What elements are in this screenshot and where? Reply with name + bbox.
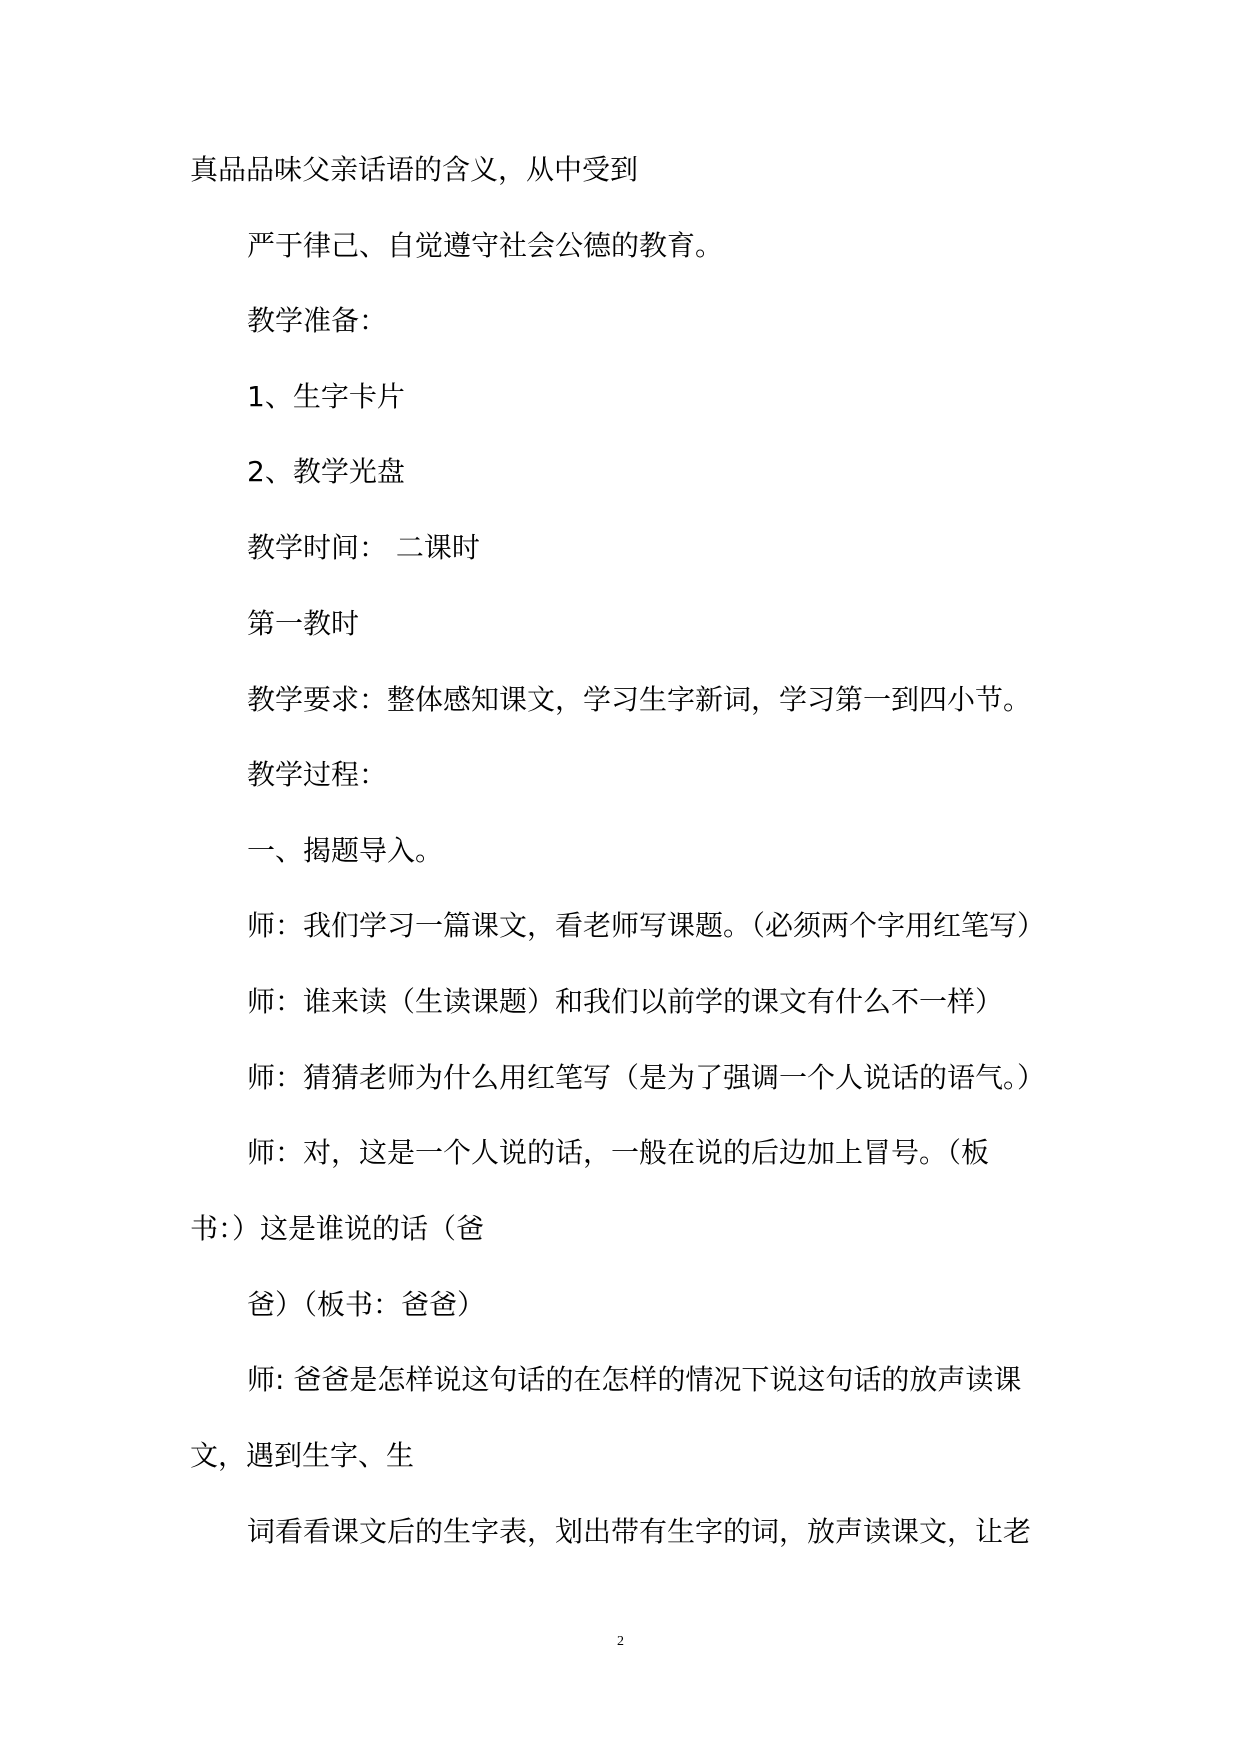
text-line: 文，遇到生字、生 bbox=[190, 1439, 415, 1472]
text-line: 师: 爸爸是怎样说这句话的在怎样的情况下说这句话的放声读课 bbox=[247, 1363, 1022, 1396]
text-line: 词看看课文后的生字表，划出带有生字的词，放声读课文，让老 bbox=[247, 1515, 1032, 1548]
text-line: 师：谁来读（生读课题）和我们以前学的课文有什么不一样） bbox=[247, 985, 1004, 1018]
section-heading: 教学过程： bbox=[247, 758, 388, 791]
section-heading: 教学准备： bbox=[247, 304, 388, 337]
list-item: 1、生字卡片 bbox=[247, 380, 405, 413]
text-line: 教学时间： 二课时 bbox=[247, 531, 480, 564]
text-line: 师：我们学习一篇课文，看老师写课题。（必须两个字用红笔写） bbox=[247, 909, 1046, 942]
text-line: 真品品味父亲话语的含义，从中受到 bbox=[190, 153, 639, 186]
text-line: 师：猜猜老师为什么用红笔写（是为了强调一个人说话的语气。） bbox=[247, 1061, 1046, 1094]
text-line: 教学要求：整体感知课文，学习生字新词，学习第一到四小节。 bbox=[247, 683, 1032, 716]
section-heading: 一、揭题导入。 bbox=[247, 834, 444, 867]
text-line: 严于律己、自觉遵守社会公德的教育。 bbox=[247, 229, 724, 262]
page-number: 2 bbox=[617, 1634, 624, 1649]
section-heading: 第一教时 bbox=[247, 607, 360, 640]
text-line: 书：）这是谁说的话（爸 bbox=[190, 1212, 485, 1245]
text-line: 爸）（板书：爸爸） bbox=[247, 1288, 486, 1321]
text-line: 师：对，这是一个人说的话，一般在说的后边加上冒号。（板 bbox=[247, 1136, 990, 1169]
list-item: 2、教学光盘 bbox=[247, 455, 405, 488]
